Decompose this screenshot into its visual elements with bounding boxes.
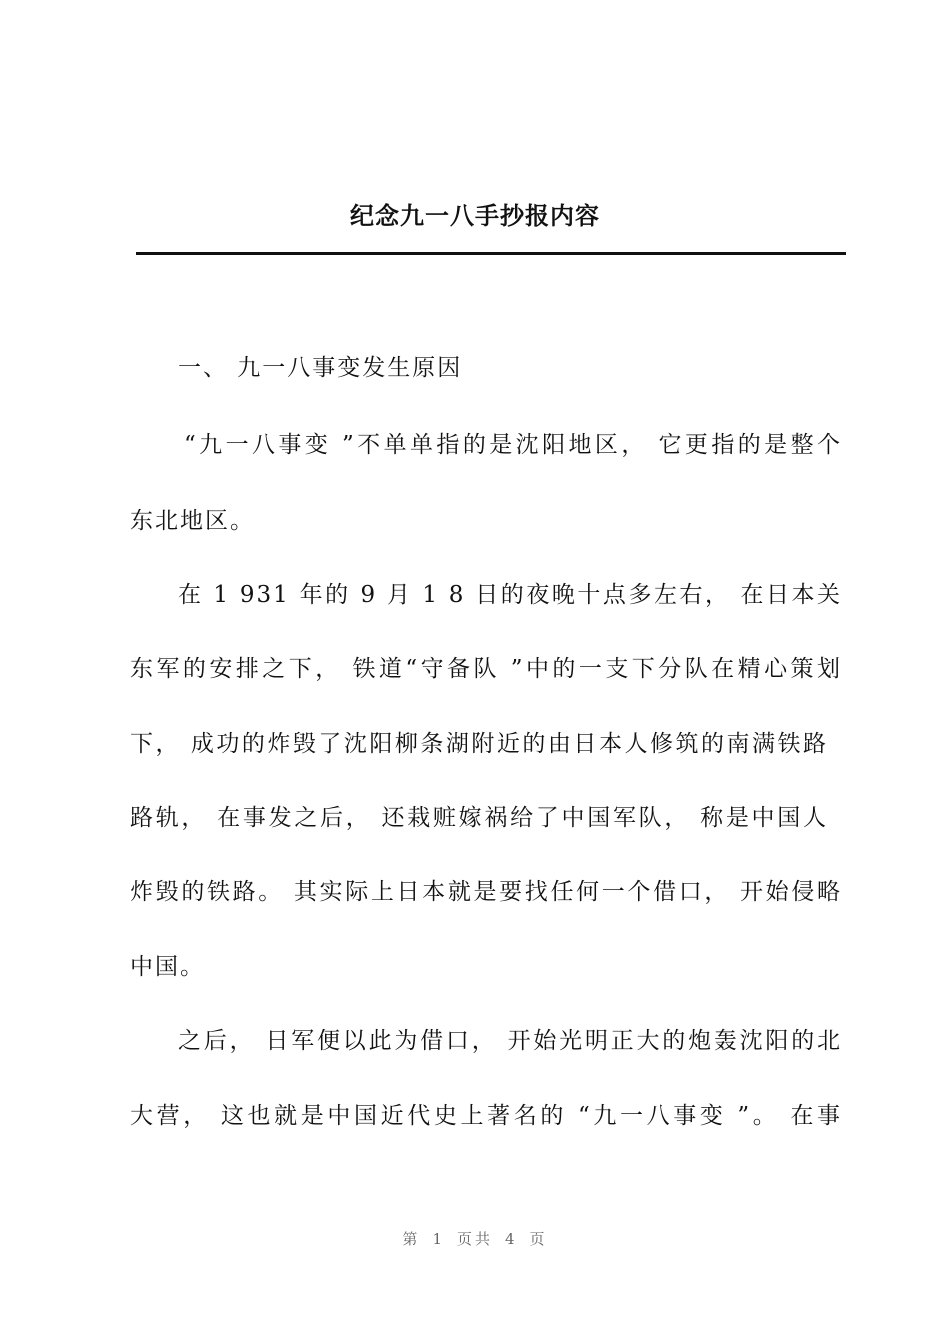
- paragraph-line: 东军的安排之下， 铁道“守备队 ”中的一支下分队在精心策划: [130, 656, 842, 682]
- footer-prefix: 第: [402, 1230, 421, 1248]
- current-page-number: 1: [432, 1230, 445, 1248]
- paragraph-line: 中国。: [130, 954, 205, 980]
- document-title: 纪念九一八手抄报内容: [350, 201, 600, 230]
- footer-suffix: 页: [529, 1230, 548, 1248]
- title-underline: [136, 252, 846, 255]
- paragraph-line: 在 1 931 年的 9 月 1 8 日的夜晚十点多左右， 在日本关: [178, 582, 842, 608]
- page-footer: [0, 1228, 950, 1249]
- total-pages-number: 4: [505, 1230, 518, 1248]
- paragraph-line: 之后， 日军便以此为借口， 开始光明正大的炮轰沈阳的北: [178, 1028, 842, 1054]
- paragraph-line: 炸毁的铁路。 其实际上日本就是要找任何一个借口， 开始侵略: [130, 879, 842, 905]
- paragraph-line: 大营， 这也就是中国近代史上著名的 “九一八事变 ”。 在事: [130, 1103, 842, 1129]
- footer-mid: 页共: [456, 1230, 493, 1248]
- paragraph-line: 路轨， 在事发之后， 还栽赃嫁祸给了中国军队， 称是中国人: [130, 805, 828, 831]
- paragraph-line: 下， 成功的炸毁了沈阳柳条湖附近的由日本人修筑的南满铁路: [130, 731, 828, 757]
- section-heading: 一、 九一八事变发生原因: [178, 355, 463, 381]
- paragraph-line: 东北地区。: [130, 508, 255, 534]
- paragraph-line: “九一八事变 ”不单单指的是沈阳地区， 它更指的是整个: [184, 432, 842, 458]
